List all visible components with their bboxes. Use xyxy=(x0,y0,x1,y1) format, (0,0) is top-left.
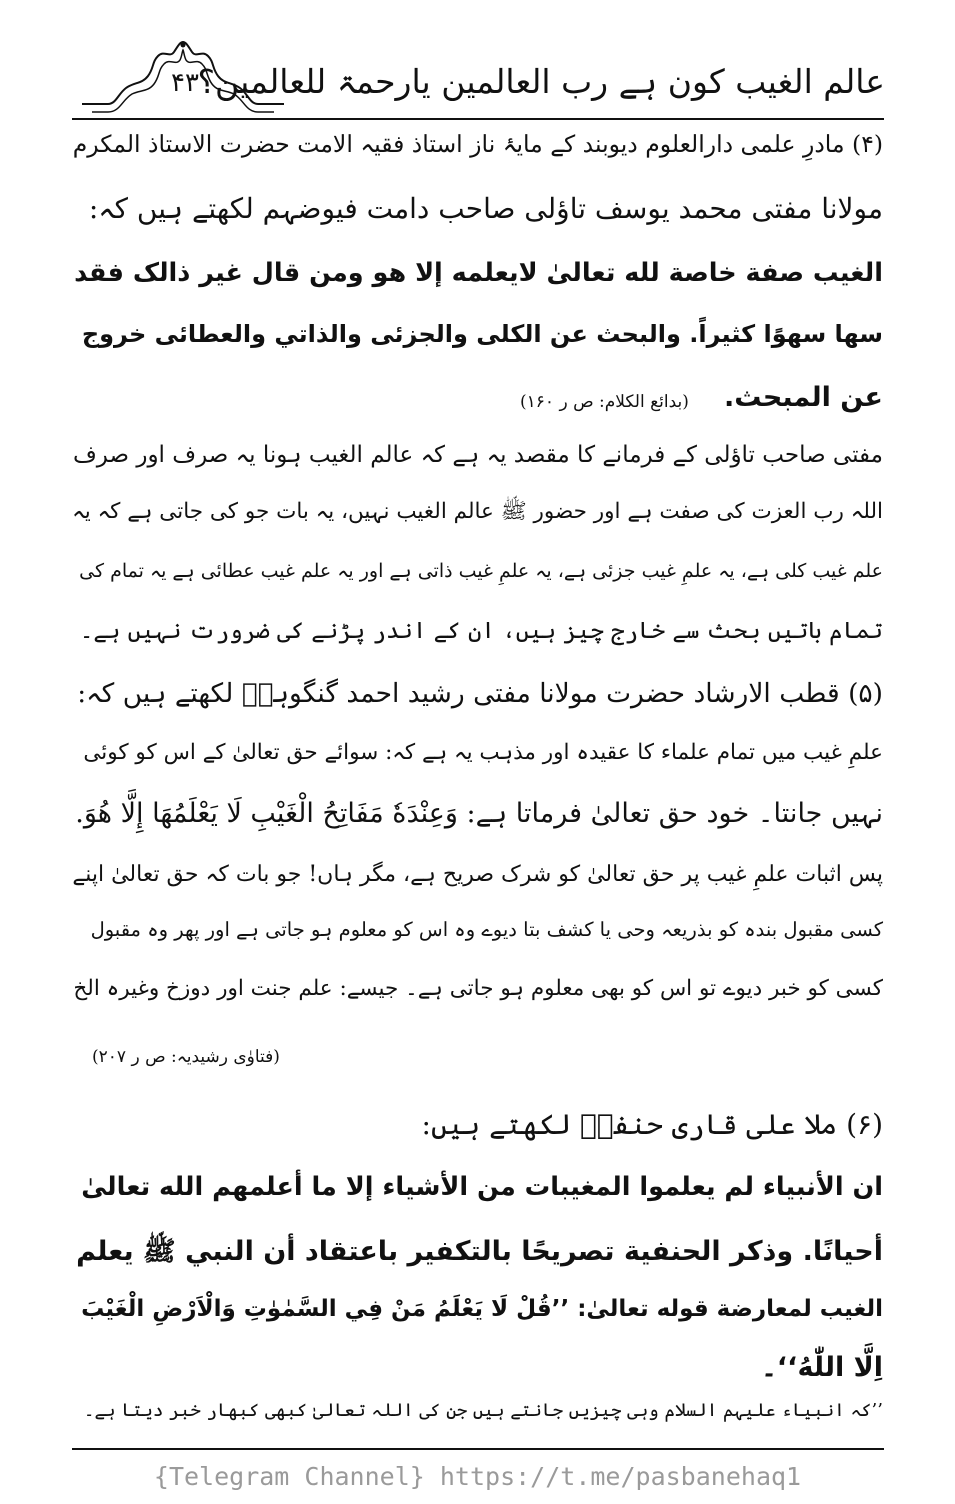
text-line: (۶) ملا علی قاری حنفیؒ لکھتے ہیں: xyxy=(421,1108,883,1141)
text-line: (۴) مادرِ علمی دارالعلوم دیوبند کے مایۂ ناز استاذ فقیہ الامت حضرت الاستاذ المکرم xyxy=(72,130,883,158)
page-title: عالم الغیب کون ہے رب العالمین یارحمۃ للعالمین؟ xyxy=(197,62,885,101)
reference-citation: (بدائع الکلام: ص ر ۱۶۰) xyxy=(520,392,689,412)
page-number: ۴۳ xyxy=(171,68,199,98)
arabic-line: اِلَّا اللّٰهُ‘‘۔ xyxy=(761,1352,883,1383)
text-line: اللہ رب العزت کی صفت ہے اور حضور ﷺ عالم الغیب نہیں، یہ بات جو کی جاتی ہے کہ یہ xyxy=(72,499,883,524)
reference-citation: (فتاوٰی رشیدیہ: ص ر ۲۰۷) xyxy=(92,1047,280,1067)
arabic-line: الغیب صفة خاصة لله تعالیٰ لایعلمه إلا هو ومن قال غیر ذالک فقد xyxy=(74,258,883,288)
footer-rule xyxy=(72,1448,884,1450)
arabic-line: ان الأنبیاء لم یعلموا المغیبات من الأشیاء إلا ما أعلمهم الله تعالیٰ xyxy=(81,1172,883,1202)
text-line: (۵) قطب الارشاد حضرت مولانا مفتی رشید احمد گنگوہیؒ لکھتے ہیں کہ: xyxy=(77,678,883,709)
text-line: مولانا مفتی محمد یوسف تاؤلی صاحب دامت فیوضہم لکھتے ہیں کہ: xyxy=(88,192,883,225)
text-line: علم غیب کلی ہے، یہ علمِ غیب جزئی ہے، یہ علمِ غیب ذاتی ہے اور یہ علم غیب عطائی ہے یہ تمام کی xyxy=(79,560,883,582)
arabic-line: الغیب لمعارضة قوله تعالیٰ: ’’قُلْ لَا يَعْلَمُ مَنْ فِي السَّمٰوٰتِ وَالْاَرْضِ الْغَيْبَ xyxy=(81,1296,883,1322)
text-line: مفتی صاحب تاؤلی کے فرمانے کا مقصد یہ ہے کہ عالم الغیب ہونا یہ صرف اور صرف xyxy=(72,442,883,468)
text-line: کسی مقبول بندہ کو بذریعہ وحی یا کشف بتا دیوے وہ اس کو معلوم ہو جاتی ہے اور پھر وہ مقبول xyxy=(90,918,883,941)
page-header xyxy=(70,40,885,120)
header-rule xyxy=(72,118,884,120)
text-line: تمام باتیں بحث سے خارج چیز ہیں، ان کے اندر پڑنے کی ضرورت نہیں ہے۔ xyxy=(79,618,883,644)
text-line: نہیں جانتا۔ خود حق تعالیٰ فرماتا ہے: وَعِنْدَهٗ مَفَاتِحُ الْغَيْبِ لَا يَعْلَمُهَا إِلَّا هُوَ. xyxy=(75,798,883,829)
text-line: علمِ غیب میں تمام علماء کا عقیدہ اور مذہب یہ ہے کہ: سوائے حق تعالیٰ کے اس کو کوئی xyxy=(83,740,883,765)
text-line: پس اثبات علمِ غیب پر حق تعالیٰ کو شرک صریح ہے، مگر ہاں! جو بات کہ حق تعالیٰ اپنے xyxy=(72,862,883,887)
telegram-watermark: {Telegram Channel} https://t.me/pasbanehaq1 xyxy=(153,1462,802,1491)
text-line: کسی کو خبر دیوے تو اس کو بھی معلوم ہو جاتی ہے۔ جیسے: علم جنت اور دوزخ وغیرہ الخ xyxy=(73,976,883,1001)
arabic-line: سها سهوًا کثیراً. والبحث عن الکلی والجزئی والذاتي والعطائی خروج xyxy=(81,320,883,348)
arabic-line: عن المبحث. xyxy=(724,382,883,413)
text-line: ’’کہ انبیاء علیہم السلام وہی چیزیں جانتے ہیں جن کی اللہ تعالیٰ کبھی کبھار خبر دیتا ہے۔ xyxy=(83,1400,883,1421)
arabic-line: أحیانًا. وذکر الحنفیة تصریحًا بالتکفیر باعتقاد أن النبي ﷺ یعلم xyxy=(76,1236,883,1267)
